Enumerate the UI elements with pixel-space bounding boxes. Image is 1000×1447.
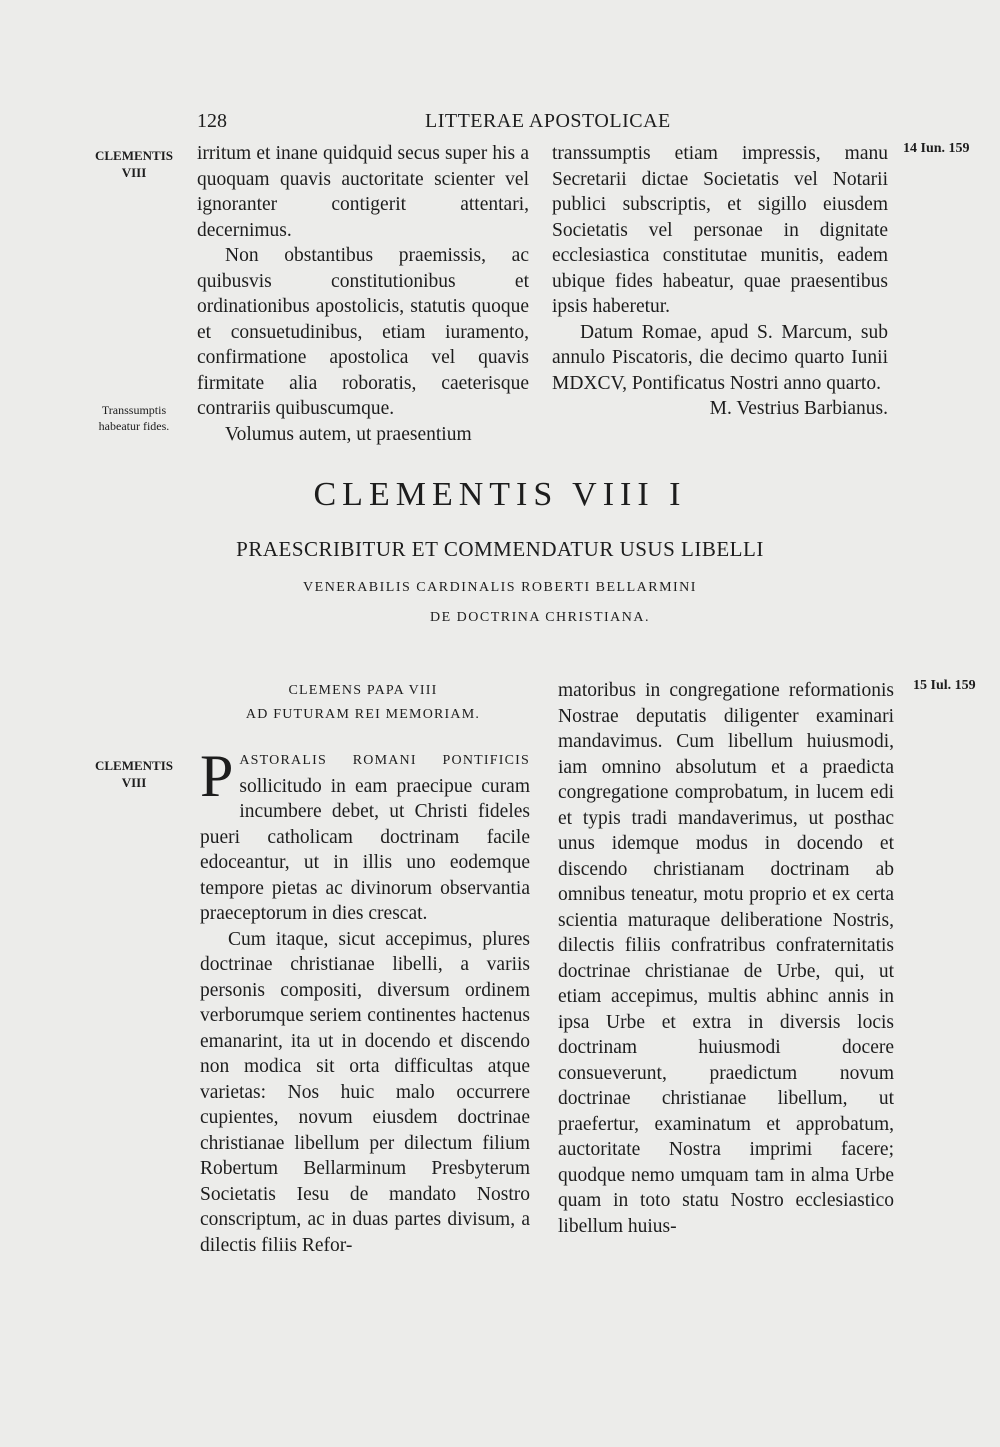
margin-date-july: 15 Iul. 159 bbox=[913, 678, 976, 693]
margin-date-june: 14 Iun. 159 bbox=[903, 141, 970, 156]
paragraph: Cum itaque, sicut accepimus, plures doctrinae christianae libelli, a variis personis compositi, diversum ordinem verborumque seriem continentes hactenus emanarint, ita ut in docendo et discendo non modica sit orta difficultas atque varietas: Nos huic malo occurrere cupientes, novum eiusdem doctrinae christianae libellum per dilectum filium Robertum Bellarminum Presbyterum Societatis Iesu de mandato Nostro conscriptum, ac in duas partes divisum, a dilectis filiis Refor- bbox=[200, 928, 530, 1256]
paragraph: transsumptis etiam impressis, manu Secretarii dictae Societatis vel Notarii publici subscriptis, et sigillo eiusdem Societatis vel personae in dignitate ecclesiastica constitutae munitis, eadem ubique fides habeatur, quae praesentibus ipsis haberetur. bbox=[552, 143, 888, 317]
running-title: LITTERAE APOSTOLICAE bbox=[425, 110, 671, 132]
paragraph bbox=[200, 743, 530, 927]
document-subtitle: PRAESCRIBITUR ET COMMENDATUR USUS LIBELLI bbox=[236, 537, 764, 561]
margin-note-clementis-top: CLEMENTIS VIII bbox=[94, 148, 174, 180]
opening-text: sollicitudo in eam praecipue curam incumbere debet, ut Christi fideles pueri catholicam doctrinam facile edoceantur, ut in illis uno eodemque tempore pietas ac divinorum observantia praeceptorum in dies crescat. bbox=[200, 775, 530, 924]
paragraph: Volumus autem, ut praesentium bbox=[225, 423, 472, 445]
section2-right-column bbox=[558, 678, 894, 1239]
margin-note-transsumptis: Transsumptis habeatur fides. bbox=[98, 403, 170, 433]
salutation-line-2: AD FUTURAM REI MEMORIAM. bbox=[245, 707, 481, 722]
paragraph: Non obstantibus praemissis, ac quibusvis constitutionibus et ordinationibus apostolicis, statutis quoque et consuetudinibus, etiam iuramento, confirmatione apostolica vel quavis firmitate alia roboratis, caeterisque contrariis quibuscumque. bbox=[197, 245, 529, 419]
opening-smallcaps: ASTORALIS ROMANI PONTIFICIS bbox=[239, 753, 530, 768]
section1-right-column bbox=[552, 141, 888, 422]
paragraph: Datum Romae, apud S. Marcum, sub annulo Piscatoris, die decimo quarto Iunii MDXCV, Pontificatus Nostri anno quarto. bbox=[552, 321, 888, 394]
salutation-line-1: CLEMENS PAPA VIII bbox=[288, 683, 438, 698]
signature: M. Vestrius Barbianus. bbox=[709, 398, 888, 419]
document-title: CLEMENTIS VIII I bbox=[313, 476, 687, 513]
section1-left-column bbox=[197, 141, 529, 447]
section2-left-column bbox=[200, 743, 530, 1258]
paragraph: matoribus in congregatione reformationis Nostrae deputatis diligenter examinari mandavimus. Cum libellum huiusmodi, iam omnino absolutum et a praedicta congregatione comprobatum, in lucem edi et typis tradi mandaverimus, ut posthac unus idemque modus in docendo et discendo christianam doctrinam ab omnibus teneatur, motu proprio et ex certa scientia maturaque deliberatione Nostris, dilectis filiis confratribus confraternitatis doctrinae christianae de Urbe, qui, ut etiam accepimus, multis abhinc annis in ipsa Urbe et extra in diversis locis doctrinam huiusmodi docere consueverunt, praedictum novum doctrinae christianae libellum, ut praefertur, examinatum et approbatum, auctoritate Nostra imprimi facere; quodque nemo umquam tam in alma Urbe quam in toto statu Nostro ecclesiastico libellum huius- bbox=[558, 680, 894, 1237]
drop-cap: P bbox=[200, 743, 234, 809]
document-subtitle-2: VENERABILIS CARDINALIS ROBERTI BELLARMINI bbox=[303, 580, 697, 595]
page-number: 128 bbox=[197, 110, 227, 132]
margin-note-clementis-bottom: CLEMENTIS VIII bbox=[94, 758, 174, 790]
document-subtitle-3: DE DOCTRINA CHRISTIANA. bbox=[430, 610, 650, 625]
paragraph: irritum et inane quidquid secus super his a quoquam quavis auctoritate scienter vel ignoranter contigerit attentari, decernimus. bbox=[197, 143, 529, 241]
